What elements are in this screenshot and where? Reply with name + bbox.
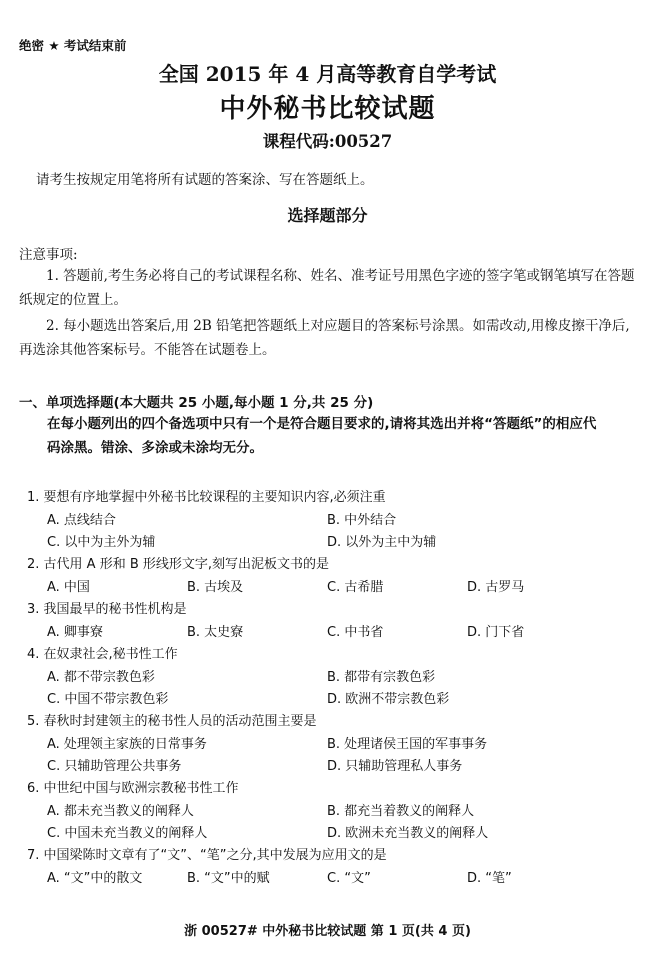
exam-title: 全国 2015 年 4 月高等教育自学考试 bbox=[158, 62, 497, 86]
question-stem: 6. 中世纪中国与欧洲宗教秘书性工作 bbox=[27, 781, 239, 796]
question-option: D. 欧洲未充当教义的阐释人 bbox=[327, 826, 489, 841]
question-option: D. “笔” bbox=[467, 871, 512, 886]
notice-item: 1. 答题前,考生务必将自己的考试课程名称、姓名、准考证号用黑色字迹的签字笔或钢笔填写在答题纸规定的位置上。 bbox=[19, 268, 635, 308]
question-stem: 1. 要想有序地掌握中外秘书比较课程的主要知识内容,必须注重 bbox=[27, 490, 386, 505]
subject-title: 中外秘书比较试题 bbox=[219, 94, 436, 124]
question-option: C. 只辅助管理公共事务 bbox=[47, 759, 182, 774]
question-option: B. 都充当着教义的阐释人 bbox=[327, 804, 475, 819]
question-option: B. 都带有宗教色彩 bbox=[327, 670, 436, 685]
question-option: A. 都未充当教义的阐释人 bbox=[47, 804, 194, 819]
question-option: D. 只辅助管理私人事务 bbox=[327, 759, 463, 774]
question-stem: 5. 春秋时封建领主的秘书性人员的活动范围主要是 bbox=[27, 714, 317, 729]
section-title: 选择题部分 bbox=[287, 206, 368, 225]
part-title: 一、单项选择题(本大题共 25 小题,每小题 1 分,共 25 分) bbox=[19, 395, 374, 411]
question-stem: 4. 在奴隶社会,秘书性工作 bbox=[27, 647, 178, 662]
question-stem: 2. 古代用 A 形和 B 形线形文字,刻写出泥板文书的是 bbox=[27, 557, 330, 572]
question-option: B. 太史寮 bbox=[187, 625, 244, 640]
question-option: D. 欧洲不带宗教色彩 bbox=[327, 692, 450, 707]
part-description: 在每小题列出的四个备选项中只有一个是符合题目要求的,请将其选出并将“答题纸”的相应代码涂黑。错涂、多涂或未涂均无分。 bbox=[47, 416, 597, 456]
question-option: B. 处理诸侯王国的军事事务 bbox=[327, 737, 488, 752]
question-option: C. 中书省 bbox=[327, 625, 384, 640]
notice-title: 注意事项: bbox=[19, 247, 78, 263]
question-option: C. “文” bbox=[327, 871, 371, 886]
question-option: A. 点线结合 bbox=[47, 513, 116, 528]
page-footer: 浙 00527# 中外秘书比较试题 第 1 页(共 4 页) bbox=[184, 924, 471, 939]
question-option: C. 中国未充当教义的阐释人 bbox=[47, 826, 208, 841]
course-code: 课程代码:00527 bbox=[262, 132, 393, 151]
question-option: D. 门下省 bbox=[467, 625, 525, 640]
question-option: A. 卿事寮 bbox=[47, 625, 103, 640]
question-option: C. 中国不带宗教色彩 bbox=[47, 692, 169, 707]
question-option: A. “文”中的散文 bbox=[47, 871, 143, 886]
secret-label: 绝密 ★ 考试结束前 bbox=[19, 38, 127, 53]
question-option: A. 中国 bbox=[47, 580, 90, 595]
question-option: B. “文”中的赋 bbox=[187, 871, 270, 886]
question-stem: 7. 中国梁陈时文章有了“文”、“笔”之分,其中发展为应用文的是 bbox=[27, 848, 387, 863]
notice-item: 2. 每小题选出答案后,用 2B 铅笔把答题纸上对应题目的答案标号涂黑。如需改动,用橡皮擦干净后,再选涂其他答案标号。不能答在试题卷上。 bbox=[19, 318, 630, 358]
question-option: D. 以外为主中为辅 bbox=[327, 535, 437, 550]
question-option: C. 古希腊 bbox=[327, 580, 384, 595]
question-option: B. 古埃及 bbox=[187, 580, 244, 595]
question-option: A. 处理领主家族的日常事务 bbox=[47, 737, 207, 752]
question-option: C. 以中为主外为辅 bbox=[47, 535, 156, 550]
answer-instruction: 请考生按规定用笔将所有试题的答案涂、写在答题纸上。 bbox=[36, 172, 374, 188]
question-stem: 3. 我国最早的秘书性机构是 bbox=[27, 602, 187, 617]
question-option: B. 中外结合 bbox=[327, 513, 397, 528]
question-option: A. 都不带宗教色彩 bbox=[47, 670, 155, 685]
question-option: D. 古罗马 bbox=[467, 580, 525, 595]
